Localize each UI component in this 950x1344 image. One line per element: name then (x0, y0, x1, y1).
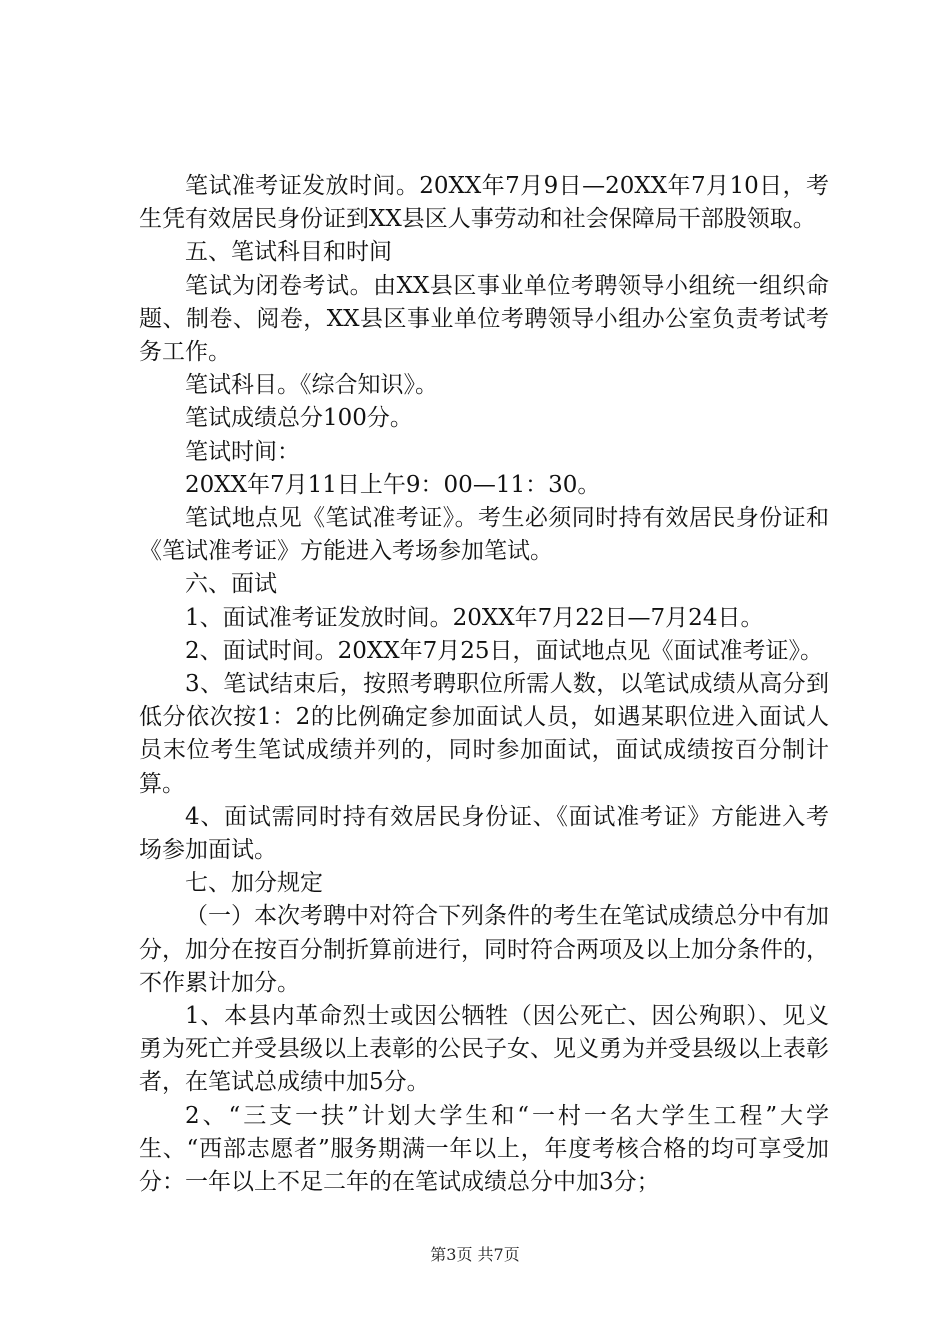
heading-section-7: 七、加分规定 (185, 870, 323, 897)
paragraph-interview-ticket: 1、面试准考证发放时间。20XX年7月22日—7月24日。 (185, 604, 764, 631)
heading-section-6: 六、面试 (185, 571, 277, 598)
paragraph-bonus-item-1: 1、本县内革命烈士或因公牺牲（因公死亡、因公殉职）、见义勇为死亡并受县级以上表彰的公民子女、见义勇为并受县级以上表彰者，在笔试总成绩中加5分。 (139, 1003, 829, 1096)
paragraph-written-exam-time: 20XX年7月11日上午9：00—11：30。 (185, 471, 601, 498)
document-body (139, 170, 829, 1199)
page-footer: 第3页 共7页 (430, 1245, 520, 1264)
paragraph-written-exam-time-label: 笔试时间： (185, 438, 300, 465)
paragraph-interview-selection: 3、笔试结束后，按照考聘职位所需人数，以笔试成绩从高分到低分依次按1：2的比例确定参加面试人员，如遇某职位进入面试人员末位考生笔试成绩并列的，同时参加面试，面试成绩按百分制计算。 (139, 671, 829, 797)
heading-section-5: 五、笔试科目和时间 (185, 239, 392, 266)
paragraph-written-exam-subject: 笔试科目。《综合知识》。 (185, 372, 438, 399)
paragraph-written-exam-ticket: 笔试准考证发放时间。20XX年7月9日—20XX年7月10日，考生凭有效居民身份证到XX县区人事劳动和社会保障局干部股领取。 (139, 173, 829, 233)
paragraph-interview-time: 2、面试时间。20XX年7月25日，面试地点见《面试准考证》。 (185, 637, 824, 664)
paragraph-bonus-item-2: 2、“三支一扶”计划大学生和“一村一名大学生工程”大学生、“西部志愿者”服务期满一年以上，年度考核合格的均可享受加分：一年以上不足二年的在笔试成绩总分中加3分； (139, 1102, 829, 1196)
paragraph-written-exam-score: 笔试成绩总分100分。 (185, 405, 413, 432)
paragraph-written-exam-location: 笔试地点见《笔试准考证》。考生必须同时持有效居民身份证和《笔试准考证》方能进入考场参加笔试。 (139, 505, 829, 565)
paragraph-written-exam-format: 笔试为闭卷考试。由XX县区事业单位考聘领导小组统一组织命题、制卷、阅卷，XX县区事业单位考聘领导小组办公室负责考试考务工作。 (139, 272, 829, 366)
paragraph-interview-requirements: 4、面试需同时持有效居民身份证、《面试准考证》方能进入考场参加面试。 (139, 803, 829, 864)
paragraph-bonus-general: （一）本次考聘中对符合下列条件的考生在笔试成绩总分中有加分，加分在按百分制折算前进行，同时符合两项及以上加分条件的，不作累计加分。 (139, 903, 829, 996)
